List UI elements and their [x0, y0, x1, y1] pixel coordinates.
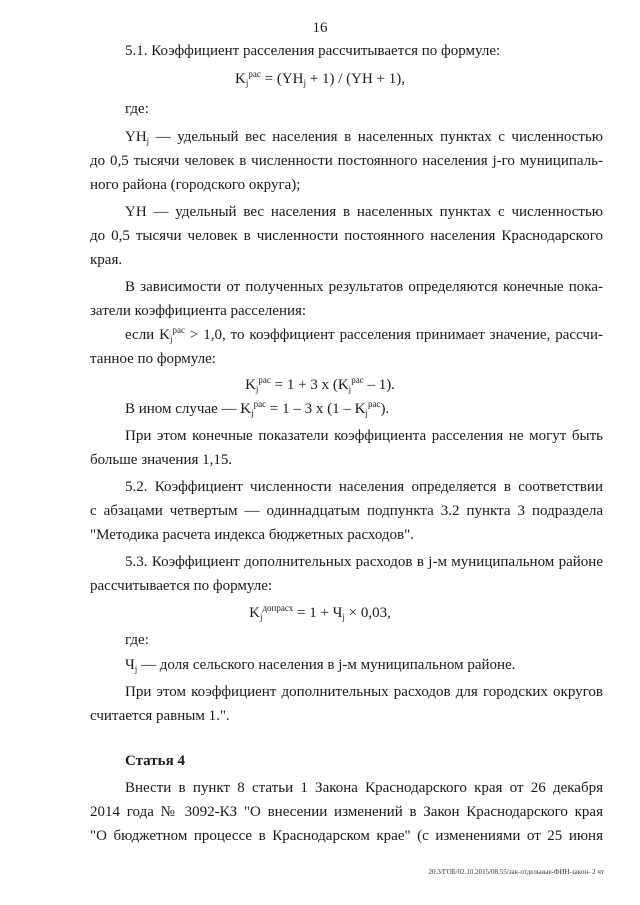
urban-line-1: При этом коэффициент дополнительных расходов для городских округов: [125, 684, 603, 700]
formula-additional-costs: $K_j^{допрасх} = 1 + Ч_j \times 0,03$,: [249, 603, 391, 622]
dependency-line-2: затели коэффициента расселения:: [90, 303, 307, 319]
section-5-2-line-3: "Методика расчета индекса бюджетных расходов".: [90, 527, 414, 543]
page-number: 16: [312, 20, 328, 36]
section-5-2-line-2: с абзацами четвертым — одиннадцатым подпункта 3.2 пункта 3 подраздела: [90, 503, 603, 519]
formula-settlement-high: $K_j^{рас} = 1 + 3$ x $(K_j^{рас} - 1)$.: [245, 375, 395, 394]
chj-definition: $Ч_j$ — доля сельского населения в j-м муниципальном районе.: [125, 657, 516, 674]
where-label-1: где:: [125, 101, 149, 117]
urban-line-2: считается равным 1.".: [90, 708, 230, 724]
yhj-definition-line-2: до 0,5 тысячи человек в численности постоянного населения j-го муниципаль-: [90, 153, 603, 169]
formula-settlement: $K_j^{рас} = (YH_j + 1) / (YH + 1)$,: [235, 69, 405, 88]
limit-line-2: больше значения 1,15.: [90, 452, 233, 468]
yhj-definition-line-3: ного района (городского округа);: [90, 177, 301, 193]
condition-line-2: танное по формуле:: [90, 351, 216, 367]
yh-definition-line-3: края.: [90, 252, 123, 268]
article-4-line-3: "О бюджетном процессе в Краснодарском крае" (с изменениями от 25 июня: [90, 828, 603, 844]
section-5-3-line-2: рассчитывается по формуле:: [90, 578, 273, 594]
article-4-line-1: Внести в пункт 8 статьи 1 Закона Краснодарского края от 26 декабря: [125, 780, 603, 796]
article-4-title: Статья 4: [125, 753, 185, 769]
condition-line-1: если $K_j^{рас} > 1,0$, то коэффициент расселения принимает значение, рассчи-: [125, 325, 603, 344]
section-5-3-line-1: 5.3. Коэффициент дополнительных расходов в j-м муниципальном районе: [125, 554, 603, 570]
section-5-1-intro: 5.1. Коэффициент расселения рассчитывается по формуле:: [125, 43, 501, 59]
section-5-2-line-1: 5.2. Коэффициент численности населения определяется в соответствии: [125, 479, 603, 495]
dependency-line-1: В зависимости от полученных результатов определяются конечные пока-: [125, 279, 603, 295]
footer-file-reference: 20.3/ГОБ/02.10.2015/08.55/зак-отдельные-ФИН-закон- 2 чт: [428, 868, 604, 876]
yh-definition-line-2: до 0,5 тысячи человек в численности постоянного населения Краснодарского: [90, 228, 603, 244]
yh-definition-line-1: YH — удельный вес населения в населенных пунктах с численностью: [125, 204, 603, 220]
yhj-definition-line-1: $YH_j$ — удельный вес населения в населенных пунктах с численностью: [125, 129, 603, 146]
formula-settlement-else: В ином случае — $K_j^{рас} = 1 - 3$ x $(1 - K_j^{рас})$.: [125, 399, 390, 418]
limit-line-1: При этом конечные показатели коэффициента расселения не могут быть: [125, 428, 603, 444]
article-4-line-2: 2014 года № 3092-КЗ "О внесении изменений в Закон Краснодарского края: [90, 804, 603, 820]
where-label-2: где:: [125, 632, 149, 648]
